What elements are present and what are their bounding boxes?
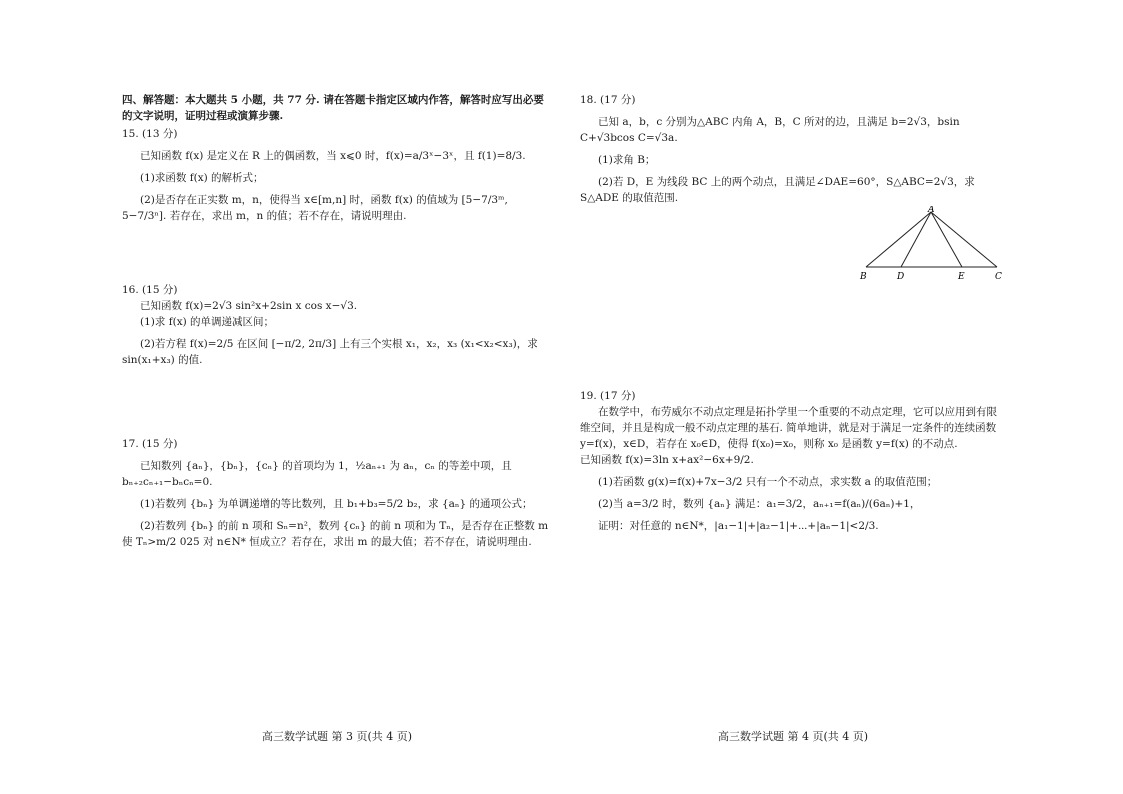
label-b: B <box>860 272 867 282</box>
label-c: C <box>995 272 1002 282</box>
label-a: A <box>928 206 935 215</box>
question-15-title: 15. (13 分) <box>122 128 178 140</box>
question-15 <box>122 126 550 224</box>
question-19-stem-2: 已知函数 f(x)=3ln x+ax²−6x+9/2. <box>580 454 754 466</box>
segment-ae <box>931 212 962 267</box>
left-column <box>122 92 550 550</box>
question-19-title: 19. (17 分) <box>580 390 636 402</box>
footer-page-3: 高三数学试题 第 3 页(共 4 页) <box>262 730 413 743</box>
footer-page-4: 高三数学试题 第 4 页(共 4 页) <box>718 730 869 743</box>
question-15-part-1: (1)求函数 f(x) 的解析式； <box>140 172 264 184</box>
question-19-part-1: (1)若函数 g(x)=f(x)+7x−3/2 只有一个不动点，求实数 a 的取值范围； <box>598 476 938 488</box>
question-15-stem: 已知函数 f(x) 是定义在 R 上的偶函数，当 x⩽0 时，f(x)=a/3ˣ−3ˣ，且 f(1)=8/3. <box>140 150 526 162</box>
question-18 <box>580 92 1005 206</box>
label-d: D <box>897 272 905 282</box>
segment-ac <box>931 212 997 267</box>
question-17-title: 17. (15 分) <box>122 438 178 450</box>
question-18-title: 18. (17 分) <box>580 94 636 106</box>
question-18-part-1: (1)求角 B； <box>598 154 656 166</box>
question-19-stem-1: 在数学中，布劳威尔不动点定理是拓扑学里一个重要的不动点定理，它可以应用到有限维空间，并且是构成一般不动点定理的基石. 简单地讲，就是对于满足一定条件的连续函数 y=f(x)，x∈D，若存在 x₀∈D，使得 f(x₀)=x₀，则称 x₀ 是函数 y=f(x) 的不动点. <box>580 406 997 450</box>
question-18-stem: 已知 a，b，c 分别为△ABC 内角 A，B，C 所对的边，且满足 b=2√3，bsin C+√3bcos C=√3a. <box>580 116 960 144</box>
segment-ab <box>866 212 931 267</box>
triangle-figure <box>856 206 1006 282</box>
question-16-stem: 已知函数 f(x)=2√3 sin²x+2sin x cos x−√3. <box>140 300 358 312</box>
question-16-title: 16. (15 分) <box>122 284 178 296</box>
right-column <box>580 92 1005 534</box>
question-16-part-1: (1)求 f(x) 的单调递减区间； <box>140 316 275 328</box>
question-19-part-2: (2)当 a=3/2 时，数列 {aₙ} 满足：a₁=3/2，aₙ₊₁=f(aₙ)/(6aₙ)+1， <box>598 498 921 510</box>
question-19-part-3: 证明：对任意的 n∈N*，|a₁−1|+|a₂−1|+⋯+|aₙ−1|<2/3. <box>598 520 879 532</box>
section-header: 四、解答题：本大题共 5 小题，共 77 分. 请在答题卡指定区域内作答，解答时应写出必要的文字说明，证明过程或演算步骤. <box>122 94 544 122</box>
question-17-part-2: (2)若数列 {bₙ} 的前 n 项和 Sₙ=n²，数列 {cₙ} 的前 n 项和为 Tₙ，是否存在正整数 m 使 Tₙ>m/2 025 对 n∈N* 恒成立？若存在，求出 m 的最大值；若不存在，请说明理由. <box>122 520 549 548</box>
question-15-part-2: (2)是否存在正实数 m，n，使得当 x∈[m,n] 时，函数 f(x) 的值域为 [5−7/3ᵐ, 5−7/3ⁿ]. 若存在，求出 m，n 的值；若不存在，请说明理由. <box>122 194 508 222</box>
question-16-part-2: (2)若方程 f(x)=2/5 在区间 [−π/2, 2π/3] 上有三个实根 x₁，x₂，x₃ (x₁<x₂<x₃)，求 sin(x₁+x₃) 的值. <box>122 338 538 366</box>
question-17 <box>122 436 550 550</box>
question-19 <box>580 388 1005 534</box>
question-18-part-2: (2)若 D，E 为线段 BC 上的两个动点，且满足∠DAE=60°，S△ABC=2√3，求 S△ADE 的取值范围. <box>580 176 975 204</box>
segment-ad <box>901 212 931 267</box>
question-16 <box>122 282 550 368</box>
question-17-stem: 已知数列 {aₙ}，{bₙ}，{cₙ} 的首项均为 1，½aₙ₊₁ 为 aₙ，cₙ 的等差中项，且 bₙ₊₂cₙ₊₁−bₙcₙ=0. <box>122 460 512 488</box>
question-17-part-1: (1)若数列 {bₙ} 为单调递增的等比数列，且 b₁+b₃=5/2 b₂，求 {aₙ} 的通项公式； <box>140 498 533 510</box>
label-e: E <box>958 272 965 282</box>
